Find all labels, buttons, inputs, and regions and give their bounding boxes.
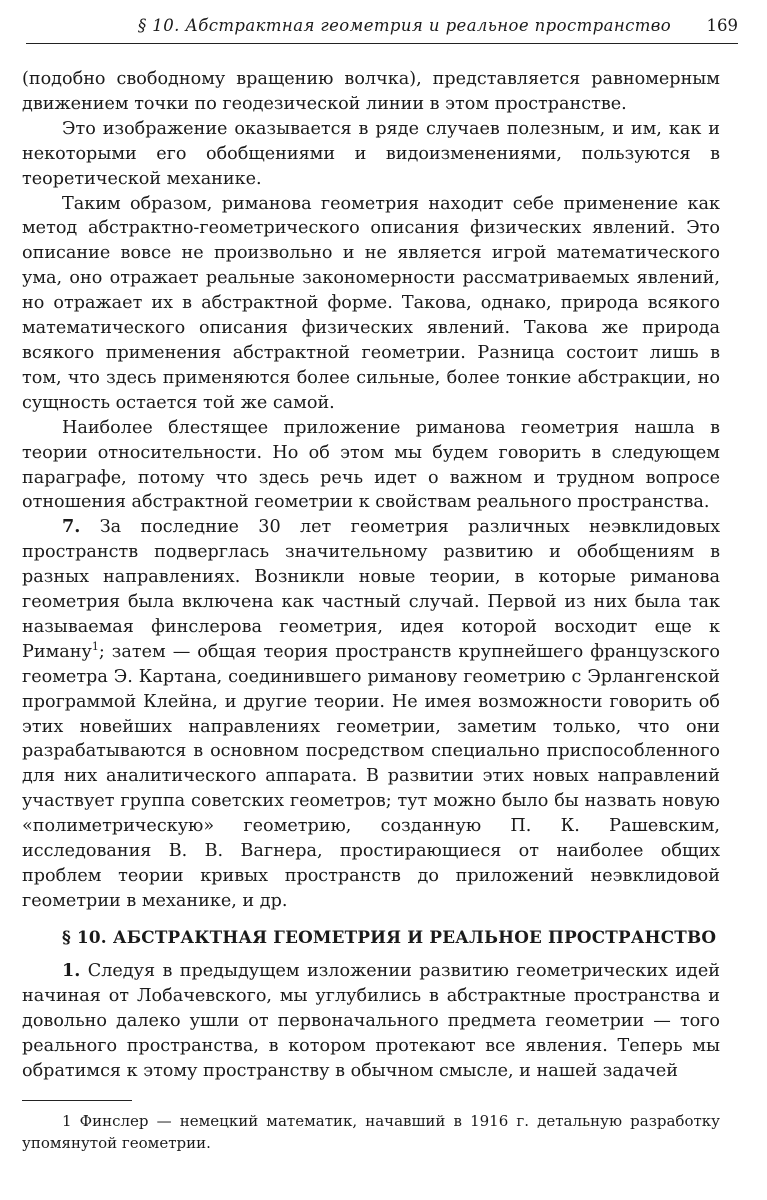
item-text: Следуя в предыдущем изложении развитию геометрических идей начиная от Лобачевского, мы углубились в абстрактные пространства и довольно далеко ушли от первоначального предмета геометрии — того реального пространства, в котором протекают все явления. Теперь мы обратимся к этому пространству в обычном смысле, и нашей задачей xyxy=(22,961,720,1081)
paragraph: Наиболее блестящее приложение риманова геометрия нашла в теории относительности. Но об этом мы будем говорить в следующем параграфе, потому что здесь речь идет о важном и трудном вопросе отношения абстрактной геометрии к свойствам реального пространства. xyxy=(22,417,720,513)
footnote-ref[interactable]: 1 xyxy=(91,639,99,653)
paragraph: Таким образом, риманова геометрия находит себе применение как метод абстрактно-геометрического описания физических явлений. Это описание вовсе не произвольно и не является игрой математического ума, оно отражает реальные закономерности рассматриваемых явлений, но отражает их в абстрактной форме. Такова, однако, природа всякого математического описания физических явлений. Такова же природа всякого применения абстрактной геометрии. Разница состоит лишь в том, что здесь применяются более сильные, более тонкие абстракции, но сущность остается той же самой. xyxy=(22,193,720,413)
item-number: 7. xyxy=(62,516,81,538)
numbered-paragraph-1 xyxy=(22,959,720,1084)
footnote-text: Финслер — немецкий математик, начавший в 1916 г. детальную разработку упомянутой геометрии. xyxy=(22,1112,720,1152)
numbered-paragraph-7 xyxy=(22,515,720,914)
paragraph: Это изображение оказывается в ряде случаев полезным, и им, как и некоторыми его обобщениями и видоизменениями, пользуются в теоретической механике. xyxy=(22,118,720,189)
section-text xyxy=(22,959,720,1084)
paragraph: (подобно свободному вращению волчка), представляется равномерным движением точки по геодезической линии в этом пространстве. xyxy=(22,69,720,114)
running-head: § 10. Абстрактная геометрия и реальное пространство xyxy=(138,16,672,35)
page-number: 169 xyxy=(706,16,738,35)
item-number: 1. xyxy=(62,960,81,981)
header-rule xyxy=(26,43,738,44)
footnote-marker: 1 xyxy=(62,1112,72,1130)
page-header xyxy=(26,16,738,44)
main-text xyxy=(22,67,720,914)
footnote-rule xyxy=(22,1100,132,1101)
footnote xyxy=(22,1110,720,1154)
item-text: За последние 30 лет геометрия различных неэвклидовых пространств подверглась значительному развитию и обобщениям в разных направлениях. Возникли новые теории, в которые риманова геометрия была включена как частный случай. Первой из них была так называемая финслерова геометрия, идея которой восходит еще к Риману xyxy=(22,517,720,662)
section-title: § 10. АБСТРАКТНАЯ ГЕОМЕТРИЯ И РЕАЛЬНОЕ ПРОСТРАНСТВО xyxy=(62,927,717,947)
item-text-continued: ; затем — общая теория пространств крупнейшего французского геометра Э. Картана, соединившего риманову геометрию с Эрлангенской программой Клейна, и другие теории. Не имея возможности говорить об этих новейших направлениях геометрии, заметим только, что они разрабатываются в основном посредством специально приспособленного для них аналитического аппарата. В развитии этих новых направлений участвует группа советских геометров; тут можно было бы назвать новую «полиметрическую» геометрию, созданную П. К. Рашевским, исследования В. В. Вагнера, простирающиеся от наиболее общих проблем теории кривых пространств до приложений неэвклидовой геометрии в механике, и др. xyxy=(22,641,720,911)
